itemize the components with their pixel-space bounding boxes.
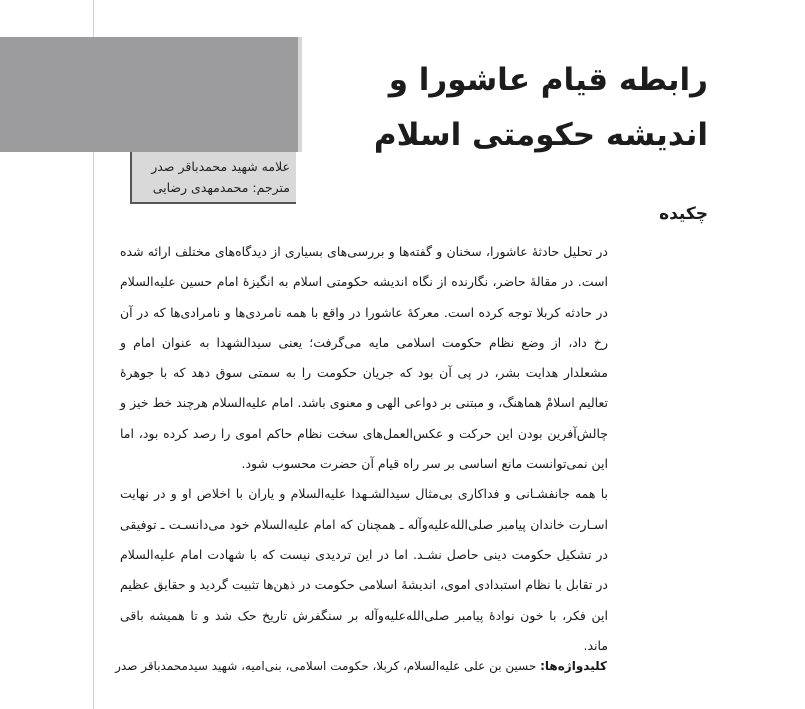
keywords-label: کلیدواژه‌ها: <box>540 659 607 673</box>
article-title: رابطه قیام عاشورا و اندیشه حکومتی اسلام <box>373 62 708 153</box>
author-box <box>130 152 296 204</box>
translator-name: مترجم: محمدمهدی رضایی <box>152 180 290 195</box>
header-gray-block-edge <box>298 37 302 152</box>
header-gray-block <box>0 37 298 152</box>
author-name: علامه شهید محمدباقر صدر <box>151 159 290 174</box>
abstract-body <box>120 237 608 661</box>
abstract-heading: چکیده <box>659 204 708 224</box>
abstract-paragraph-1: در تحلیل حادثهٔ عاشورا، سخنان و گفته‌ها و بررسی‌های بسیاری از دیدگاه‌های مختلف ارائه شده است. در مقالهٔ حاضر، نگارنده از نگاه اندیشه حکومتی اسلام به انگیزهٔ امام حسین علیه‌السلام در حادثه کربلا توجه کرده است. معرکهٔ عاشورا در واقع با همه نامردی‌ها و نامرادی‌ها که در آن رخ داد، از وضع نظام حکومت اسلامی مایه می‌گرفت؛ یعنی سیدالشهدا به عنوان امام و مشعلدار هدایت بشر، در پی آن بود که جریان حکومت را به سمتی سوق دهد که با جوهرهٔ تعالیم اسلامْ هماهنگ، و مبتنی بر دواعی الهی و معنوی باشد. امام علیه‌السلام هرچند خط خیز و چالش‌آفرین بودن این حرکت و عکس‌العمل‌های سخت نظام حاکم اموی را رصد کرده بود، اما این نمی‌توانست مانع اساسی بر سر راه قیام آن حضرت محسوب شود. <box>120 244 608 472</box>
keywords-line <box>115 651 607 681</box>
abstract-paragraph-2: با همه جانفشـانی و فداکاری بی‌مثال سیدالشـهدا علیه‌السلام و یاران با اخلاص او و در نهایت اسـارت خاندان پیامبر صلی‌الله‌علیه‌وآله ـ همچنان که امام علیه‌السلام خود می‌دانسـت ـ توفیقی در تشکیل حکومت دینی حاصل نشـد. اما در این تردیدی نیست که با شهادت امام علیه‌السلام در تقابل با نظام استبدادی اموی، اندیشهٔ اسلامی حکومت در ذهن‌ها تثبیت گردید و حقایق عظیم این فکر، با خون نوادهٔ پیامبر صلی‌الله‌علیه‌وآله بر سنگفرش تاریخ حک شد و تا همیشه باقی ماند. <box>120 486 608 653</box>
keywords-text: حسین بن علی علیه‌السلام، کربلا، حکومت اسلامی، بنی‌امیه، شهید سیدمحمدباقر صدر <box>115 659 537 673</box>
